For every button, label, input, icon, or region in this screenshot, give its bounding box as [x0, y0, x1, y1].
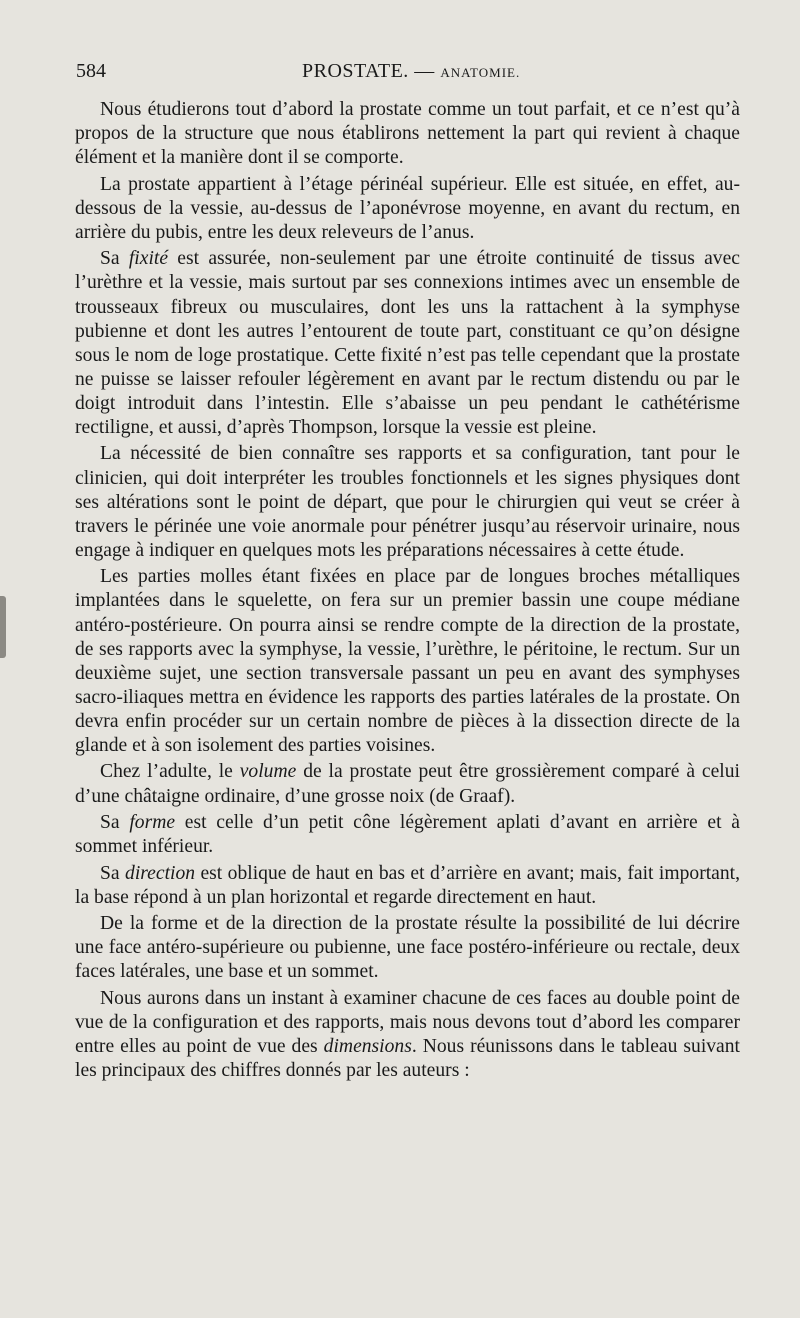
paragraph-text: Chez l’adulte, le	[100, 761, 240, 783]
paragraph-text: Sa	[100, 812, 130, 834]
running-header	[76, 60, 738, 88]
emphasis-term: forme	[129, 812, 176, 834]
paragraph-text: de la prostate peut être grossièrement comparé à celui d’une châtaigne ordinaire, d’une grosse noix (de Graaf).	[75, 761, 740, 807]
paragraph	[75, 565, 740, 758]
emphasis-term: volume	[239, 761, 297, 783]
paragraph	[75, 987, 740, 1083]
page-edge-mark	[0, 596, 6, 658]
running-title	[302, 60, 520, 83]
paragraph-text: est oblique de haut en bas et d’arrière en avant; mais, fait important, la base répond à un plan horizontal et regarde directement en haut.	[75, 862, 741, 908]
paragraph	[75, 247, 740, 440]
paragraph-text: La prostate appartient à l’étage périnéal supérieur. Elle est située, en effet, au-dessous de la vessie, au-dessus de l’aponévrose moyenne, en avant du rectum, en arrière du pubis, entre les deux releveurs de l’anus.	[75, 173, 740, 243]
paragraph-text: Sa	[100, 248, 129, 270]
paragraph	[75, 862, 740, 910]
paragraph	[75, 760, 740, 808]
page-number: 584	[76, 60, 106, 82]
paragraph	[75, 811, 740, 859]
paragraph-text: Nous aurons dans un instant à examiner chacune de ces faces au double point de vue de la configuration et des rapports, mais nous devons tout d’abord les comparer entre elles au point de vue des	[75, 987, 740, 1058]
paragraph-text: est celle d’un petit cône légèrement aplati d’avant en arrière et à sommet inférieur.	[75, 812, 740, 858]
paragraph-text: La nécessité de bien connaître ses rapports et sa configuration, tant pour le clinicien, qui doit interpréter les troubles fonctionnels et les signes physiques dont ses altérations sont le point de départ, que pour le chirurgien qui veut se créer à travers le périnée une voie anormale pour pénétrer jusqu’au réservoir urinaire, nous engage à indiquer en quelques mots les préparations nécessaires à cette étude.	[75, 443, 740, 561]
paragraph-text: . Nous réunissons dans le tableau suivant les principaux des chiffres donnés par les auteurs :	[75, 1036, 740, 1082]
paragraph	[75, 442, 740, 562]
paragraph	[75, 98, 740, 170]
body-text	[75, 98, 740, 1083]
paragraph-text: Les parties molles étant fixées en place par de longues broches métalliques implantées dans le squelette, on fera sur un premier bassin une coupe médiane antéro-postérieure. On pourra ainsi se rendre compte de la direction de la prostate, de ses rapports avec la symphyse, la vessie, l’urèthre, le péritoine, le rectum. Sur un deuxième sujet, une section transversale passant un peu en avant des symphyses sacro-iliaques mettra en évidence les rapports des parties latérales de la prostate. On devra enfin procéder sur un certain nombre de pièces à la dissection directe de la glande et à son isolement des parties voisines.	[75, 566, 740, 756]
paragraph-text: De la forme et de la direction de la prostate résulte la possibilité de lui décrire une face antéro-supérieure ou pubienne, une face postéro-inférieure ou rectale, deux faces latérales, une base et un sommet.	[75, 913, 740, 983]
running-title-sub: ANATOMIE.	[440, 65, 521, 80]
paragraph-text: est assurée, non-seulement par une étroite continuité de tissus avec l’urèthre et la vessie, mais surtout par ses connexions intimes avec un ensemble de trousseaux fibreux ou musculaires, dont les uns la rattachent à la symphyse pubienne et dont les autres l’entourent de toute part, constituant ce qu’on désigne sous le nom de loge prostatique. Cette fixité n’est pas telle cependant que la prostate ne puisse se laisser refouler légèrement en avant par le rectum distendu ou par le doigt introduit dans l’intestin. Elle s’abaisse un peu pendant le cathétérisme rectiligne, et aussi, d’après Thompson, lorsque la vessie est pleine.	[75, 248, 740, 438]
paragraph-text: Sa	[100, 862, 126, 884]
paragraph	[75, 912, 740, 984]
emphasis-term: dimensions	[323, 1036, 412, 1058]
paragraph	[75, 173, 740, 245]
paragraph-text: Nous étudierons tout d’abord la prostate comme un tout parfait, et ce n’est qu’à propos de la structure que nous établirons nettement la part qui revient à chaque élément et la manière dont il se comporte.	[75, 99, 740, 169]
emphasis-term: fixité	[128, 248, 169, 270]
running-title-main: PROSTATE. —	[302, 60, 441, 82]
emphasis-term: direction	[125, 862, 196, 884]
